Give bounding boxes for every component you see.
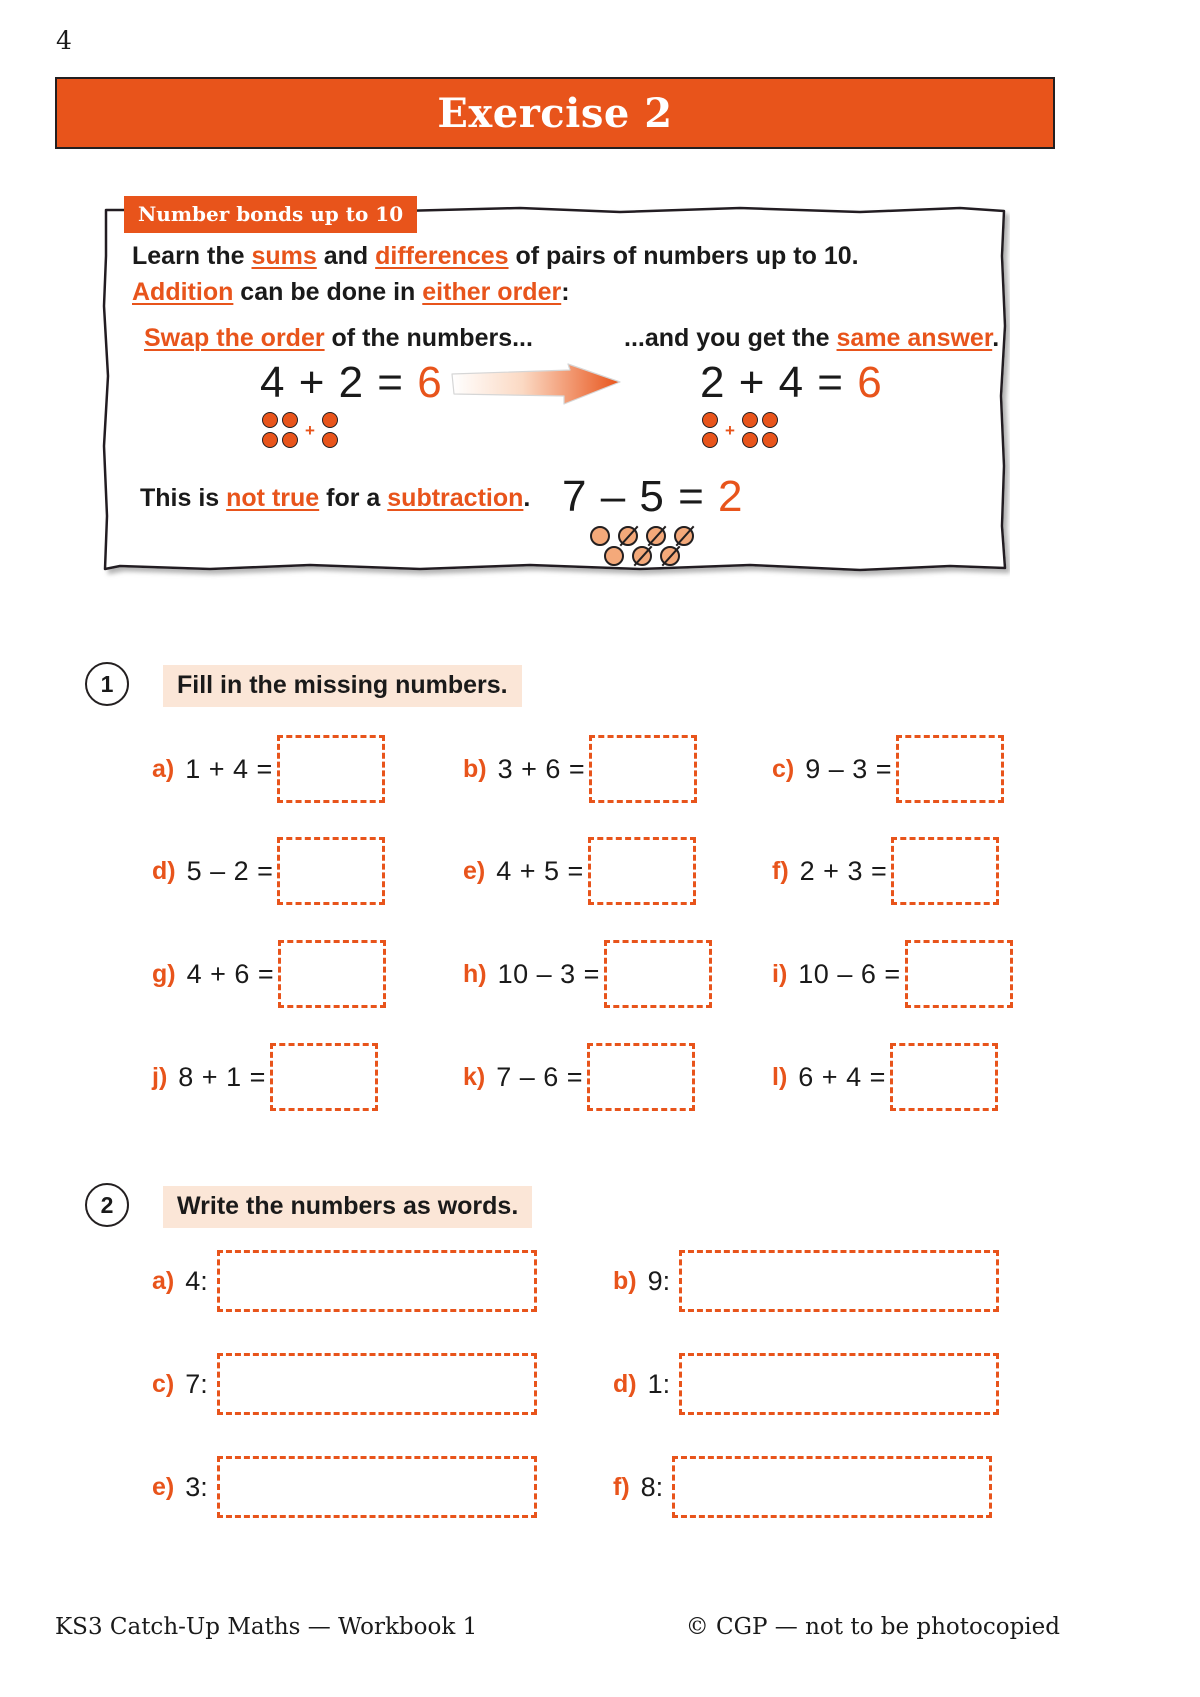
item-number: 3: xyxy=(185,1471,208,1502)
info-line2-text-a: can be done in xyxy=(233,278,423,306)
dot-row xyxy=(742,432,778,448)
dot-row xyxy=(262,432,298,448)
answer-input-g[interactable] xyxy=(278,940,386,1008)
equation-subtraction-expression: 7 – 5 = xyxy=(562,472,719,521)
not-true-text-a: This is xyxy=(140,484,227,512)
item-label: h) xyxy=(463,959,487,988)
equation-right xyxy=(700,358,883,408)
not-true-highlight: not true xyxy=(226,484,320,512)
info-line1-differences: differences xyxy=(375,242,509,270)
question-1-item-d xyxy=(152,837,385,905)
dot xyxy=(262,412,278,428)
info-box-tab-label: Number bonds up to 10 xyxy=(124,196,417,233)
answer-input-f[interactable] xyxy=(672,1456,992,1518)
footer-right-text: © CGP — not to be photocopied xyxy=(685,1614,1060,1640)
answer-input-k[interactable] xyxy=(587,1043,695,1111)
subtraction-highlight: subtraction xyxy=(387,484,524,512)
item-label: c) xyxy=(772,754,795,783)
item-expression: 10 – 3 = xyxy=(497,958,600,989)
dot-crossed xyxy=(674,526,694,546)
info-line1-sums: sums xyxy=(251,242,317,270)
dot xyxy=(762,432,778,448)
plus-icon: + xyxy=(305,420,315,440)
item-expression: 2 + 3 = xyxy=(799,855,888,886)
question-1-item-e xyxy=(463,837,696,905)
item-number: 7: xyxy=(185,1368,208,1399)
info-line2-addition: Addition xyxy=(132,278,234,306)
not-true-text-b: for a xyxy=(319,484,388,512)
item-label: k) xyxy=(463,1062,486,1091)
question-1-item-j xyxy=(152,1043,378,1111)
item-label: f) xyxy=(613,1472,630,1501)
dot-crossed xyxy=(646,526,666,546)
dot-group-four xyxy=(742,412,778,448)
answer-input-h[interactable] xyxy=(604,940,712,1008)
answer-input-c[interactable] xyxy=(896,735,1004,803)
answer-input-d[interactable] xyxy=(277,837,385,905)
answer-input-a[interactable] xyxy=(217,1250,537,1312)
dot xyxy=(742,432,758,448)
dot xyxy=(322,432,338,448)
item-label: l) xyxy=(772,1062,788,1091)
dot xyxy=(262,432,278,448)
answer-input-b[interactable] xyxy=(589,735,697,803)
plus-icon: + xyxy=(725,420,735,440)
question-2-number: 2 xyxy=(85,1183,129,1227)
dot-diagram-left xyxy=(262,412,338,448)
equation-right-answer: 6 xyxy=(857,358,883,407)
info-line2-text-b: : xyxy=(561,278,570,306)
question-1-item-a xyxy=(152,735,385,803)
question-1-item-k xyxy=(463,1043,695,1111)
dot-crossed xyxy=(632,546,652,566)
item-number: 1: xyxy=(647,1368,671,1399)
dot xyxy=(322,412,338,428)
equation-left xyxy=(260,358,443,408)
item-label: d) xyxy=(613,1369,637,1398)
dot-row xyxy=(742,412,778,428)
item-expression: 6 + 4 = xyxy=(798,1061,886,1092)
item-expression: 4 + 5 = xyxy=(496,855,584,886)
dot xyxy=(702,432,718,448)
info-line1-text-c: of pairs of numbers up to 10. xyxy=(508,242,859,270)
dot xyxy=(282,412,298,428)
dot-row xyxy=(262,412,298,428)
question-1-item-i xyxy=(772,940,1013,1008)
item-label: g) xyxy=(152,959,176,988)
answer-input-a[interactable] xyxy=(277,735,385,803)
equation-subtraction-answer: 2 xyxy=(718,472,744,521)
item-expression: 7 – 6 = xyxy=(496,1061,584,1092)
question-2-item-a xyxy=(152,1250,537,1312)
same-answer-highlight: same answer xyxy=(836,324,993,352)
answer-input-d[interactable] xyxy=(679,1353,999,1415)
item-label: f) xyxy=(772,856,789,885)
item-label: a) xyxy=(152,754,175,783)
question-2-item-c xyxy=(152,1353,537,1415)
answer-input-e[interactable] xyxy=(588,837,696,905)
item-label: d) xyxy=(152,856,176,885)
question-1-item-b xyxy=(463,735,697,803)
exercise-banner xyxy=(55,77,1055,149)
answer-input-b[interactable] xyxy=(679,1250,999,1312)
same-answer-text-a: ...and you get the xyxy=(624,324,837,352)
item-expression: 10 – 6 = xyxy=(798,958,901,989)
swap-order-label xyxy=(144,324,533,353)
info-line-1 xyxy=(132,242,859,271)
question-1-number: 1 xyxy=(85,662,129,706)
question-1-item-h xyxy=(463,940,712,1008)
dot-crossed xyxy=(618,526,638,546)
item-expression: 8 + 1 = xyxy=(178,1061,266,1092)
dot xyxy=(604,546,624,566)
not-true-label xyxy=(140,484,530,513)
item-expression: 9 – 3 = xyxy=(805,753,893,784)
info-box xyxy=(100,196,1010,580)
item-label: b) xyxy=(463,754,487,783)
item-label: c) xyxy=(152,1369,175,1398)
dot xyxy=(702,412,718,428)
dot xyxy=(282,432,298,448)
info-line-2 xyxy=(132,278,570,307)
item-expression: 3 + 6 = xyxy=(497,753,586,784)
dot-group-two xyxy=(322,412,338,448)
item-label: e) xyxy=(152,1472,175,1501)
equation-right-expression: 2 + 4 = xyxy=(700,358,858,407)
item-expression: 5 – 2 = xyxy=(186,855,274,886)
question-2-item-d xyxy=(613,1353,999,1415)
swap-order-highlight: Swap the order xyxy=(144,324,325,352)
item-number: 8: xyxy=(640,1471,664,1502)
question-2-item-f xyxy=(613,1456,992,1518)
item-expression: 4 + 6 = xyxy=(186,958,275,989)
answer-input-j[interactable] xyxy=(270,1043,378,1111)
equation-left-answer: 6 xyxy=(417,358,443,407)
item-number: 4: xyxy=(185,1265,208,1296)
item-label: b) xyxy=(613,1266,637,1295)
equation-left-expression: 4 + 2 = xyxy=(260,358,418,407)
answer-input-l[interactable] xyxy=(890,1043,998,1111)
page-footer xyxy=(55,1614,1060,1640)
dot-group-four xyxy=(262,412,298,448)
item-label: i) xyxy=(772,959,788,988)
question-2-item-e xyxy=(152,1456,537,1518)
question-1-item-g xyxy=(152,940,386,1008)
question-1-item-f xyxy=(772,837,999,905)
question-1-item-l xyxy=(772,1043,998,1111)
info-line1-text-a: Learn the xyxy=(132,242,252,270)
page-number: 4 xyxy=(56,26,72,55)
footer-left-text: KS3 Catch-Up Maths — Workbook 1 xyxy=(55,1614,478,1640)
answer-input-f[interactable] xyxy=(891,837,999,905)
dot xyxy=(742,412,758,428)
dot-crossed xyxy=(660,546,680,566)
same-answer-text-b: . xyxy=(992,324,1000,352)
question-2-item-b xyxy=(613,1250,999,1312)
item-label: e) xyxy=(463,856,486,885)
answer-input-i[interactable] xyxy=(905,940,1013,1008)
dot xyxy=(762,412,778,428)
answer-input-e[interactable] xyxy=(217,1456,537,1518)
info-line1-text-b: and xyxy=(316,242,376,270)
dot xyxy=(590,526,610,546)
answer-input-c[interactable] xyxy=(217,1353,537,1415)
equation-subtraction xyxy=(562,472,744,522)
item-expression: 1 + 4 = xyxy=(185,753,273,784)
swap-order-text: of the numbers... xyxy=(324,324,533,352)
exercise-title: Exercise 2 xyxy=(437,89,673,137)
question-2-heading: Write the numbers as words. xyxy=(163,1186,532,1228)
dot-diagram-right xyxy=(702,412,778,448)
not-true-text-c: . xyxy=(523,484,531,512)
dot-group-two xyxy=(702,412,718,448)
item-number: 9: xyxy=(647,1265,671,1296)
same-answer-label xyxy=(624,324,999,353)
question-1-item-c xyxy=(772,735,1004,803)
question-1-heading: Fill in the missing numbers. xyxy=(163,665,522,707)
item-label: a) xyxy=(152,1266,175,1295)
item-label: j) xyxy=(152,1062,168,1091)
dot-diagram-subtraction xyxy=(590,526,710,574)
info-line2-either-order: either order xyxy=(422,278,562,306)
